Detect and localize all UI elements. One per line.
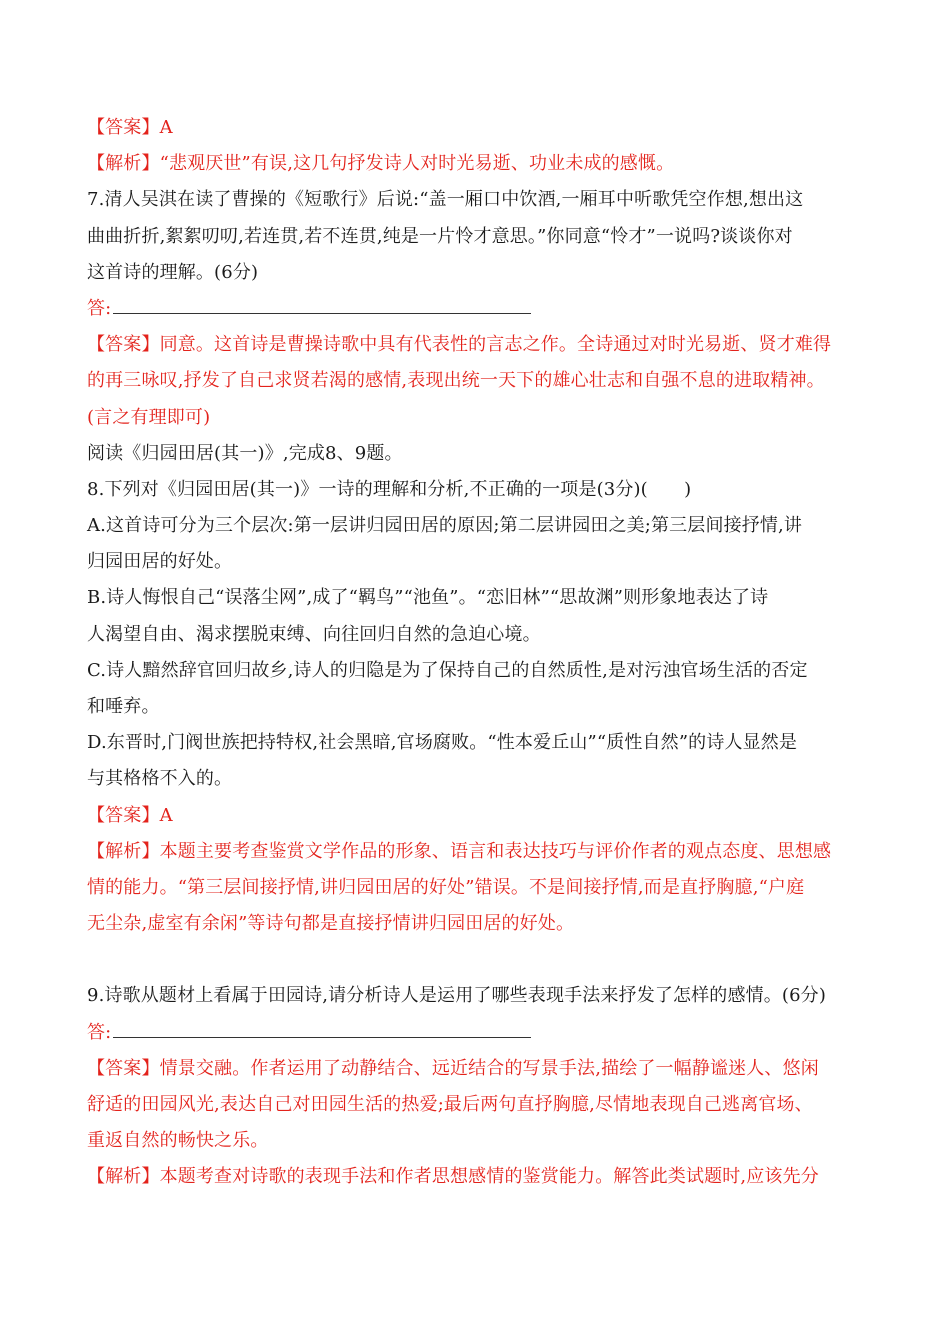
q8-option-line: 人渴望自由、渴求摆脱束缚、向往回归自然的急迫心境。 [87, 623, 541, 645]
reading-intro: 阅读《归园田居(其一)》,完成8、9题。 [87, 442, 403, 464]
q8-analysis-line: 无尘杂,虚室有余闲”等诗句都是直接抒情讲归园田居的好处。 [87, 913, 575, 935]
q9-answer-blank[interactable] [113, 1019, 531, 1038]
q7-answer-text: 【答案】同意。这首诗是曹操诗歌中具有代表性的言志之作。全诗通过对时光易逝、贤才难得 [87, 334, 832, 356]
q9-answer-text: 【答案】情景交融。作者运用了动静结合、远近结合的写景手法,描绘了一幅静谧迷人、悠闲 [87, 1057, 819, 1079]
q7-question [87, 182, 867, 435]
q7-answer-text: (言之有理即可) [87, 406, 211, 428]
q9-answer-text: 舒适的田园风光,表达自己对田园生活的热爱;最后两句直抒胸臆,尽情地表现自己逃离官场、 [87, 1093, 813, 1115]
section-spacer [87, 942, 867, 978]
q9-answer-line [87, 1015, 867, 1051]
q7-stem-line: 这首诗的理解。(6分) [87, 261, 259, 283]
q9-stem: 9.诗歌从题材上看属于田园诗,请分析诗人是运用了哪些表现手法来抒发了怎样的感情。(6分) [87, 985, 826, 1007]
q8-analysis-line: 【解析】本题主要考查鉴赏文学作品的形象、语言和表达技巧与评价作者的观点态度、思想感 [87, 840, 832, 862]
q8-analysis-line: 情的能力。“第三层间接抒情,讲归园田居的好处”错误。不是间接抒情,而是直抒胸臆,“户庭 [87, 876, 805, 898]
q8-option-line: 与其格格不入的。 [87, 768, 233, 790]
q8-option-b [87, 580, 867, 652]
q8-option-line: B.诗人悔恨自己“误落尘网”,成了“羁鸟”“池鱼”。“恋旧林”“思故渊”则形象地表达了诗 [87, 587, 769, 609]
q6-answer: 【答案】A [87, 117, 173, 138]
q7-stem-line: 7.清人吴淇在读了曹操的《短歌行》后说:“盖一厢口中饮酒,一厢耳中听歌凭空作想,想出这 [87, 189, 804, 211]
q9-answer-label: 答: [87, 1021, 112, 1043]
q7-answer-blank[interactable] [113, 295, 531, 314]
q9-question [87, 978, 867, 1195]
q8-question [87, 472, 867, 942]
q7-answer-text: 的再三咏叹,抒发了自己求贤若渴的感情,表现出统一天下的雄心壮志和自强不息的进取精神。 [87, 370, 825, 392]
q9-answer-text: 重返自然的畅快之乐。 [87, 1130, 269, 1152]
q8-option-line: 归园田居的好处。 [87, 551, 233, 573]
q7-stem-line: 曲曲折折,絮絮叨叨,若连贯,若不连贯,纯是一片怜才意思。”你同意“怜才”一说吗?谈谈你对 [87, 225, 793, 247]
document-body [87, 110, 867, 1195]
q7-answer-line [87, 291, 867, 327]
q8-option-line: D.东晋时,门阀世族把持特权,社会黑暗,官场腐败。“性本爱丘山”“质性自然”的诗人显然是 [87, 732, 798, 754]
q9-analysis: 【解析】本题考查对诗歌的表现手法和作者思想感情的鉴赏能力。解答此类试题时,应该先分 [87, 1166, 819, 1188]
q8-option-d [87, 725, 867, 797]
q8-option-line: 和唾弃。 [87, 696, 160, 717]
q8-option-a [87, 508, 867, 580]
q8-option-line: C.诗人黯然辞官回归故乡,诗人的归隐是为了保持自己的自然质性,是对污浊官场生活的否定 [87, 659, 808, 681]
q8-option-line: A.这首诗可分为三个层次:第一层讲归园田居的原因;第二层讲园田之美;第三层间接抒情,讲 [87, 515, 803, 537]
q6-analysis: 【解析】“悲观厌世”有误,这几句抒发诗人对时光易逝、功业未成的感慨。 [87, 153, 675, 175]
q7-answer-label: 答: [87, 297, 112, 319]
q8-option-c [87, 653, 867, 725]
q8-answer: 【答案】A [87, 804, 173, 826]
q8-stem: 8.下列对《归园田居(其一)》一诗的理解和分析,不正确的一项是(3分)( ) [87, 478, 692, 500]
